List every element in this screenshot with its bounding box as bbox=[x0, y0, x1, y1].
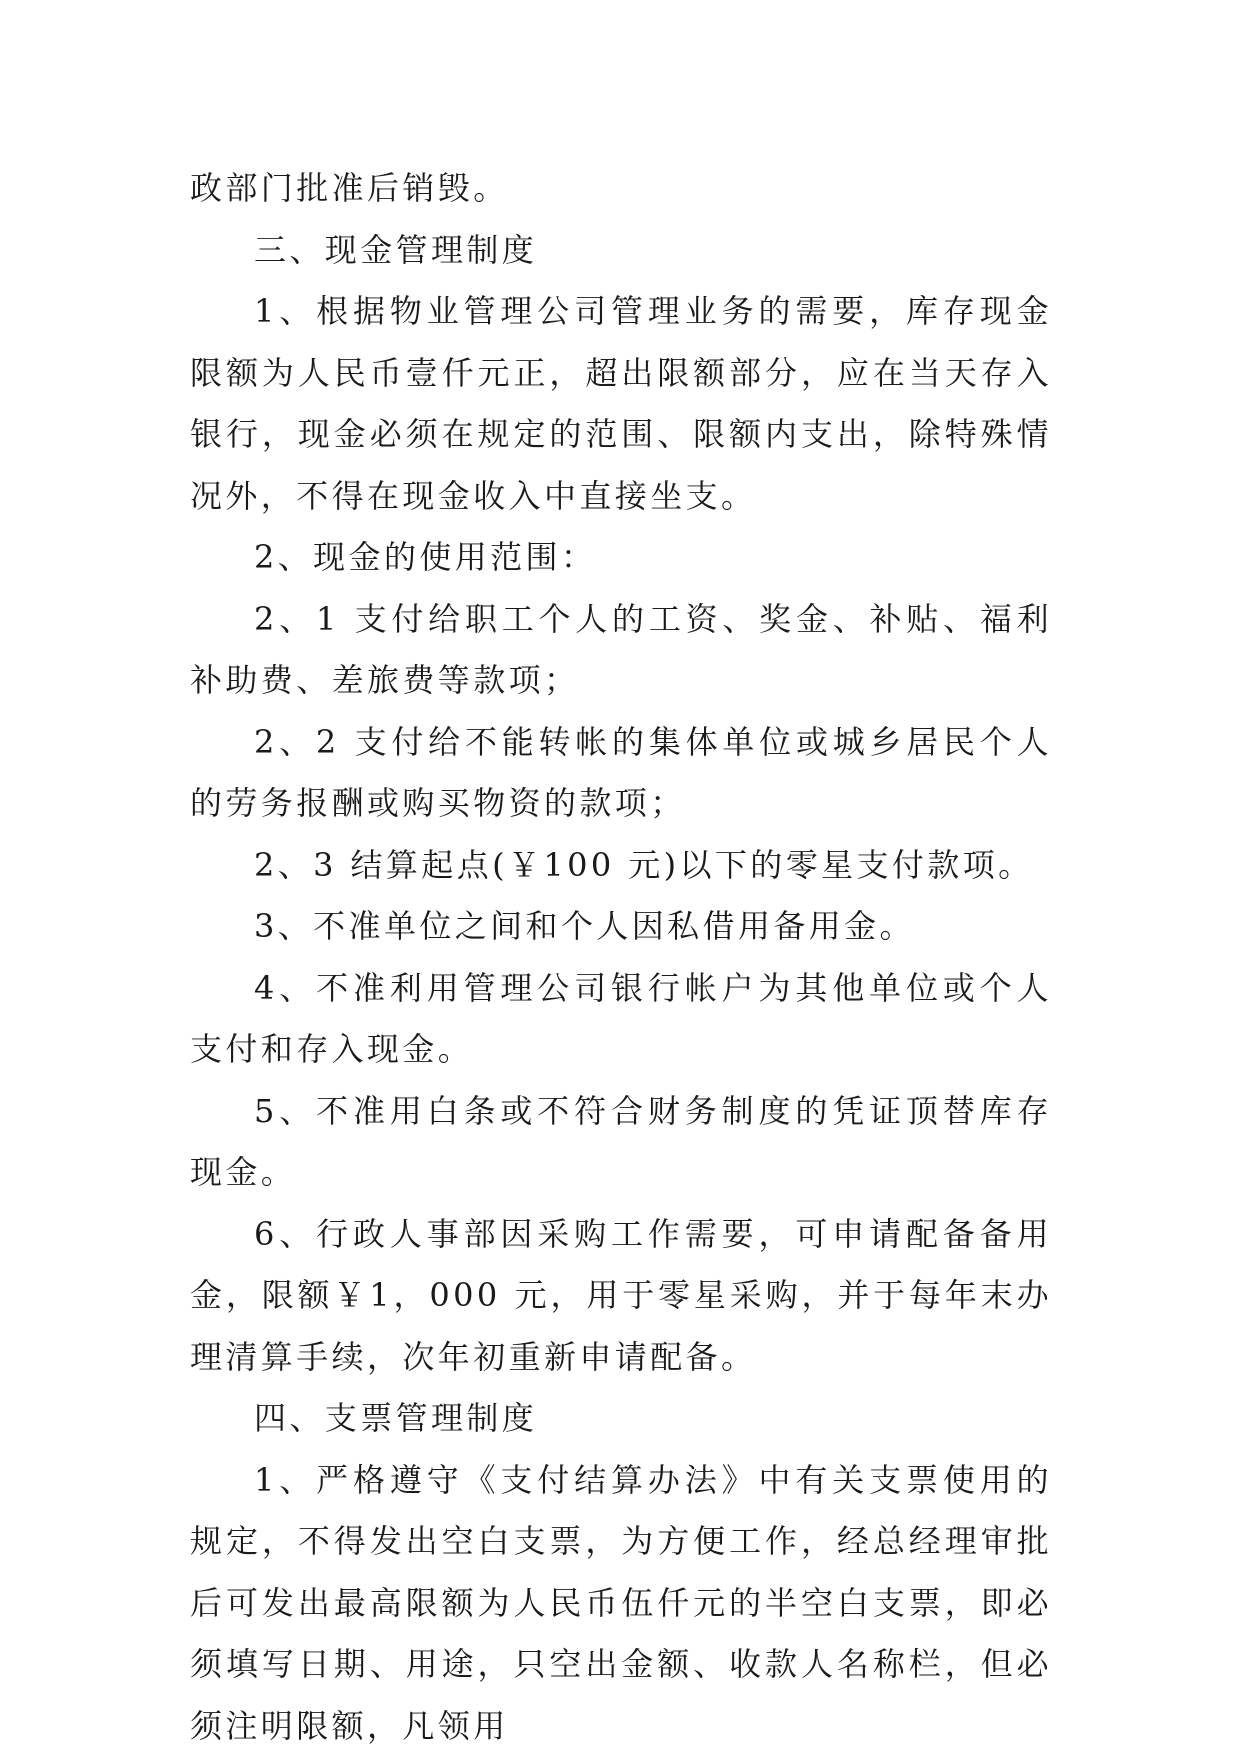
paragraph-continuation: 政部门批准后销毁。 bbox=[190, 158, 1052, 220]
paragraph-usage-item-2-2: 2、2 支付给不能转帐的集体单位或城乡居民个人的劳务报酬或购买物资的款项； bbox=[190, 712, 1052, 835]
paragraph-rule-6: 6、行政人事部因采购工作需要，可申请配备备用金，限额￥1，000 元，用于零星采购，并于每年末办理清算手续，次年初重新申请配备。 bbox=[190, 1204, 1052, 1389]
paragraph-cash-usage-scope: 2、现金的使用范围： bbox=[190, 527, 1052, 589]
section-heading-cash-management: 三、现金管理制度 bbox=[190, 220, 1052, 282]
paragraph-rule-5: 5、不准用白条或不符合财务制度的凭证顶替库存现金。 bbox=[190, 1081, 1052, 1204]
paragraph-rule-3: 3、不准单位之间和个人因私借用备用金。 bbox=[190, 896, 1052, 958]
paragraph-rule-4: 4、不准利用管理公司银行帐户为其他单位或个人支付和存入现金。 bbox=[190, 958, 1052, 1081]
paragraph-cheque-rule-1: 1、严格遵守《支付结算办法》中有关支票使用的规定，不得发出空白支票，为方便工作，经总经理审批后可发出最高限额为人民币伍仟元的半空白支票，即必须填写日期、用途，只空出金额、收款人名称栏，但必须注明限额，凡领用 bbox=[190, 1450, 1052, 1757]
document-body bbox=[190, 158, 1052, 1757]
paragraph-cash-limit: 1、根据物业管理公司管理业务的需要，库存现金限额为人民币壹仟元正，超出限额部分，应在当天存入银行，现金必须在规定的范围、限额内支出，除特殊情况外，不得在现金收入中直接坐支。 bbox=[190, 281, 1052, 527]
section-heading-cheque-management: 四、支票管理制度 bbox=[190, 1388, 1052, 1450]
paragraph-usage-item-2-1: 2、1 支付给职工个人的工资、奖金、补贴、福利补助费、差旅费等款项； bbox=[190, 589, 1052, 712]
paragraph-usage-item-2-3: 2、3 结算起点(￥100 元)以下的零星支付款项。 bbox=[190, 835, 1052, 897]
